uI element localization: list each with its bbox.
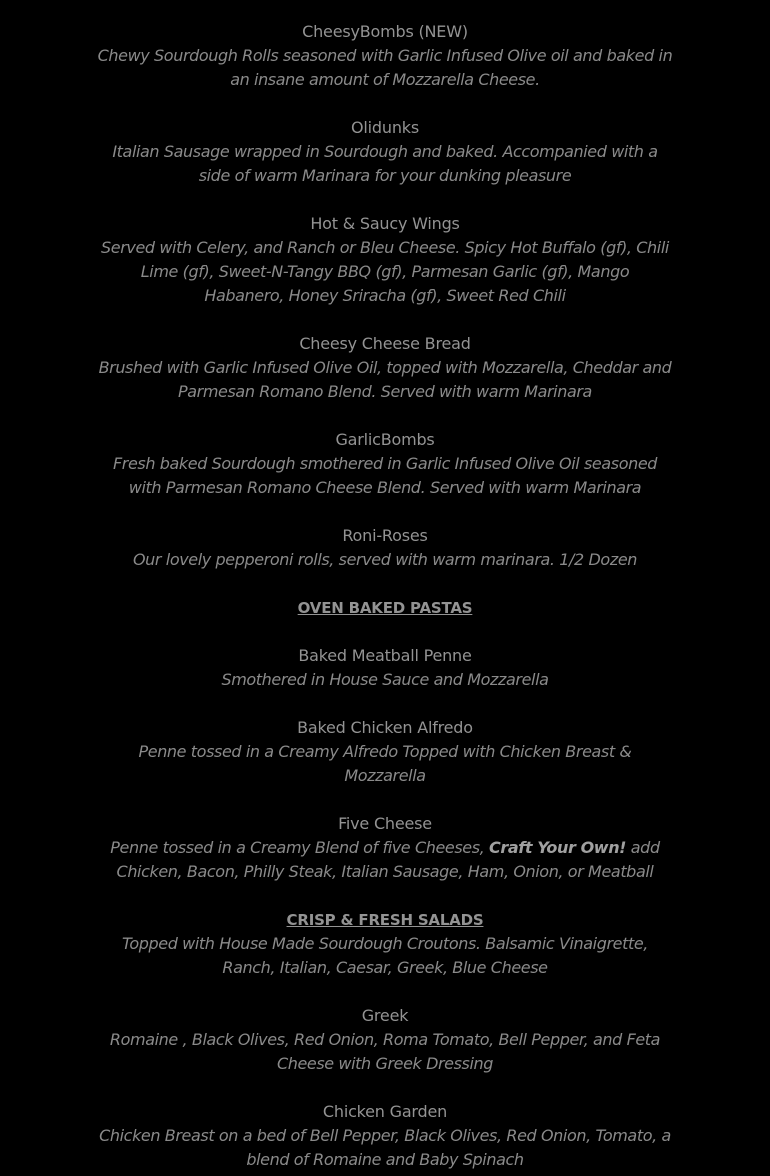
- item-title-greek: Greek: [361, 1006, 409, 1025]
- craft-your-own-callout: Craft Your Own!: [489, 838, 627, 857]
- item-desc-olidunks: Italian Sausage wrapped in Sourdough and baked. Accompanied with a: [112, 142, 658, 161]
- fivecheese-desc-text: Penne tossed in a Creamy Blend of five Cheeses,: [110, 838, 490, 857]
- section-heading-pastas: OVEN BAKED PASTAS: [297, 599, 473, 617]
- item-title-roniroses: Roni-Roses: [342, 526, 428, 545]
- salads-intro: Topped with House Made Sourdough Croutons. Balsamic Vinaigrette,: [122, 934, 648, 953]
- section-heading-salads: CRISP & FRESH SALADS: [286, 911, 484, 929]
- item-desc-meatball: Smothered in House Sauce and Mozzarella: [221, 670, 549, 689]
- item-title-fivecheese: Five Cheese: [338, 814, 432, 833]
- item-desc-fivecheese: Chicken, Bacon, Philly Steak, Italian Sausage, Ham, Onion, or Meatball: [116, 862, 654, 881]
- item-title-alfredo: Baked Chicken Alfredo: [297, 718, 473, 737]
- item-desc-roniroses: Our lovely pepperoni rolls, served with warm marinara. 1/2 Dozen: [132, 550, 638, 569]
- item-desc-wings: Lime (gf), Sweet-N-Tangy BBQ (gf), Parmesan Garlic (gf), Mango: [140, 262, 630, 281]
- item-desc-greek: Romaine , Black Olives, Red Onion, Roma Tomato, Bell Pepper, and Feta: [109, 1030, 661, 1049]
- item-desc-cheesebread: Brushed with Garlic Infused Olive Oil, topped with Mozzarella, Cheddar and: [98, 358, 672, 377]
- item-desc-cheesybombs: an insane amount of Mozzarella Cheese.: [230, 70, 540, 89]
- item-title-meatball: Baked Meatball Penne: [298, 646, 472, 665]
- item-title-garlicbombs: GarlicBombs: [335, 430, 435, 449]
- item-title-cheesebread: Cheesy Cheese Bread: [299, 334, 471, 353]
- item-title-olidunks: Olidunks: [351, 118, 419, 137]
- salads-intro: Ranch, Italian, Caesar, Greek, Blue Cheese: [222, 958, 548, 977]
- item-desc-alfredo: Mozzarella: [344, 766, 426, 785]
- item-title-chickengarden: Chicken Garden: [322, 1102, 448, 1121]
- item-desc-greek: Cheese with Greek Dressing: [276, 1054, 494, 1073]
- item-desc-chickengarden: Chicken Breast on a bed of Bell Pepper, Black Olives, Red Onion, Tomato, a: [99, 1126, 671, 1145]
- item-desc-alfredo: Penne tossed in a Creamy Alfredo Topped with Chicken Breast &: [138, 742, 632, 761]
- item-desc-chickengarden: blend of Romaine and Baby Spinach: [246, 1150, 524, 1169]
- item-title-wings: Hot & Saucy Wings: [310, 214, 460, 233]
- item-desc-cheesybombs: Chewy Sourdough Rolls seasoned with Garlic Infused Olive oil and baked in: [97, 46, 673, 65]
- item-desc-fivecheese: [0, 836, 770, 860]
- item-desc-garlicbombs: with Parmesan Romano Cheese Blend. Served with warm Marinara: [128, 478, 642, 497]
- item-title-cheesybombs: CheesyBombs (NEW): [302, 22, 468, 41]
- item-desc-wings: Habanero, Honey Sriracha (gf), Sweet Red Chili: [204, 286, 566, 305]
- item-desc-wings: Served with Celery, and Ranch or Bleu Cheese. Spicy Hot Buffalo (gf), Chili: [101, 238, 669, 257]
- item-desc-cheesebread: Parmesan Romano Blend. Served with warm Marinara: [178, 382, 592, 401]
- item-desc-garlicbombs: Fresh baked Sourdough smothered in Garlic Infused Olive Oil seasoned: [112, 454, 658, 473]
- item-desc-olidunks: side of warm Marinara for your dunking pleasure: [198, 166, 572, 185]
- fivecheese-desc-text: add: [626, 838, 660, 857]
